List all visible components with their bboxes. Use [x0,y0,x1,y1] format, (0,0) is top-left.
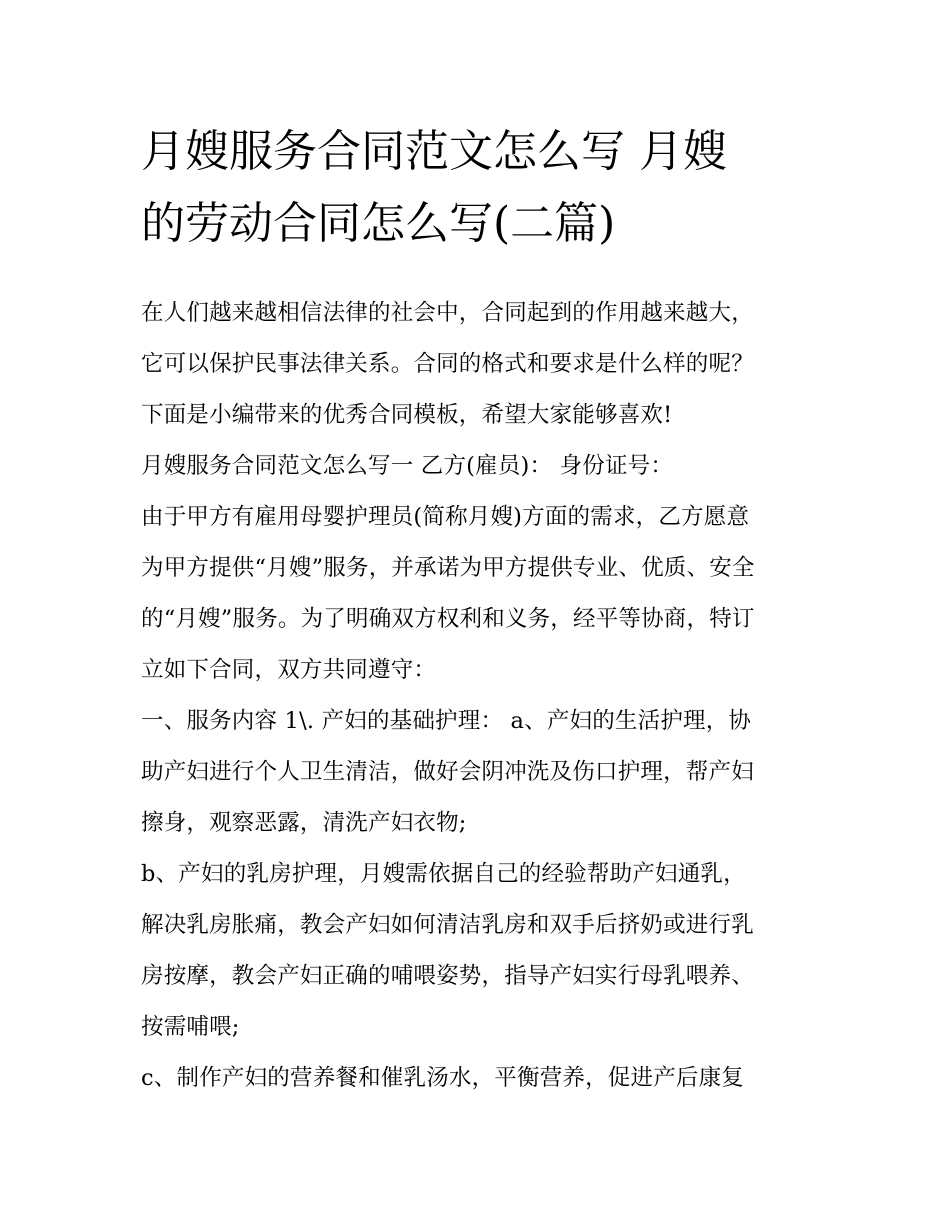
service-content-paragraph: 一、服务内容 1\. 产妇的基础护理： a、产妇的生活护理，协 助产妇进行个人卫生清洁，做好会阴冲洗及伤口护理，帮产妇 擦身，观察恶露，清洗产妇衣物; [141,708,754,836]
document-title: 月嫂服务合同范文怎么写 月嫂 的劳动合同怎么写(二篇) [141,126,727,249]
breast-care-paragraph: b、产妇的乳房护理，月嫂需依据自己的经验帮助产妇通乳， 解决乳房胀痛，教会产妇如何清洁乳房和双手后挤奶或进行乳 房按摩，教会产妇正确的哺喂姿势，指导产妇实行母乳喂养、 按需哺喂; [141,861,754,1040]
contract-preamble-paragraph: 由于甲方有雇用母婴护理员(简称月嫂)方面的需求，乙方愿意 为甲方提供“月嫂”服务，并承诺为甲方提供专业、优质、安全 的“月嫂”服务。为了明确双方权利和义务，经平等协商，特订 立如下合同，双方共同遵守： [141,504,755,683]
paragraph-list [141,288,813,1104]
nutrition-paragraph: c、制作产妇的营养餐和催乳汤水，平衡营养，促进产后康复 [141,1065,745,1091]
intro-paragraph: 在人们越来越相信法律的社会中，合同起到的作用越来越大， 它可以保护民事法律关系。合同的格式和要求是什么样的呢？ 下面是小编带来的优秀合同模板，希望大家能够喜欢! [141,300,754,428]
document-body [141,116,813,1104]
contract-parties-line: 月嫂服务合同范文怎么写一 乙方(雇员)： 身份证号： [141,453,674,479]
